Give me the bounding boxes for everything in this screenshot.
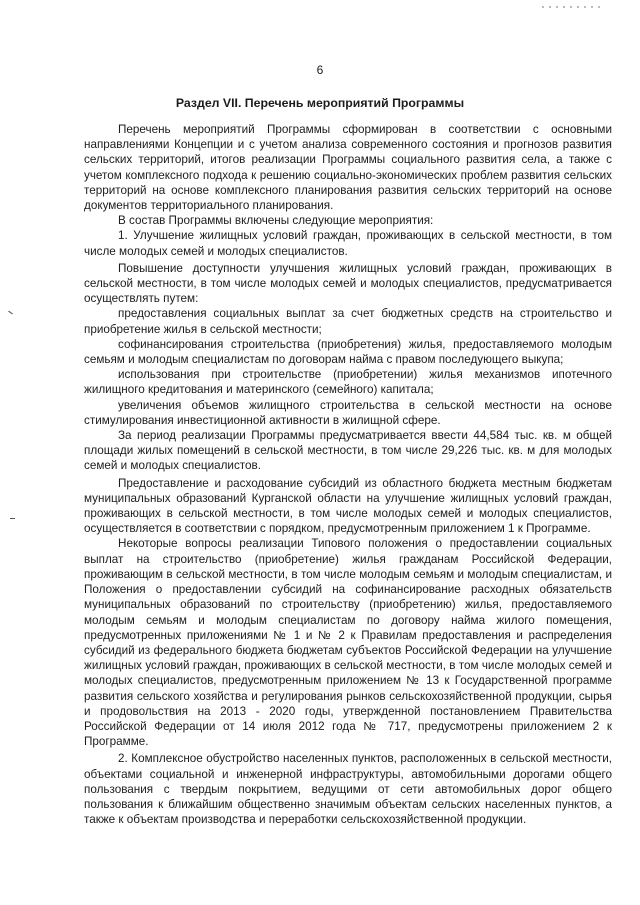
paragraph: В состав Программы включены следующие мероприятия:: [118, 214, 434, 228]
paragraph: 2. Комплексное обустройство населенных пунктов, расположенных в сельской местности, объектами социальной и инженерной инфраструктуры, автомобильными дорогами общего пользования с твердым покрытием, ведущими от сети автомобильных дорог общего пользования к ближайшим общественно значимым объектам сельских населенных пунктов, а также к объектам производства и переработки сельскохозяйственной продукции.: [84, 752, 612, 827]
paragraph: 1. Улучшение жилищных условий граждан, проживающих в сельской местности, в том числе молодых семей и молодых специалистов.: [84, 229, 612, 258]
paragraph: За период реализации Программы предусматривается ввести 44,584 тыс. кв. м общей площади жилых помещений в сельской местности, в том числе 29,226 тыс. кв. м для молодых семей и молодых специалистов.: [84, 429, 612, 473]
page-number: 6: [316, 63, 324, 77]
scan-artifact: [8, 311, 13, 315]
paragraph: использования при строительстве (приобретении) жилья механизмов ипотечного жилищного кредитования и материнского (семейного) капитала;: [84, 368, 612, 397]
paragraph: Перечень мероприятий Программы сформирован в соответствии с основными направлениями Концепции и с учетом анализа современного состояния и прогнозов развития сельских территорий, итогов реализации Программы социального развития села, а также с учетом комплексного подхода к решению социально-экономических проблем развития сельских территорий на основе комплексного планирования развития сельских территорий на основе документов территориального планирования.: [84, 123, 612, 213]
paragraph: Повышение доступности улучшения жилищных условий граждан, проживающих в сельской местности, в том числе молодых семей и молодых специалистов, предусматривается осуществлять путем:: [84, 261, 612, 306]
scan-artifact: [542, 6, 602, 8]
paragraph: предоставления социальных выплат за счет бюджетных средств на строительство и приобретение жилья в сельской местности;: [84, 307, 612, 336]
section-title: Раздел VII. Перечень мероприятий Программы: [175, 96, 465, 110]
paragraph: увеличения объемов жилищного строительства в сельской местности на основе стимулирования инвестиционной активности в жилищной сфере.: [84, 398, 612, 427]
paragraph: софинансирования строительства (приобретения) жилья, предоставляемого молодым семьям и молодым специалистам по договорам найма с правом последующего выкупа;: [84, 337, 612, 367]
paragraph: Предоставление и расходование субсидий из областного бюджета местным бюджетам муниципальных образований Курганской области на улучшение жилищных условий граждан, проживающих в сельской местности, в том числе молодых семей и молодых специалистов, осуществляется в соответствии с порядком, предусмотренным приложением 1 к Программе.: [84, 476, 612, 536]
paragraph: Некоторые вопросы реализации Типового положения о предоставлении социальных выплат на строительство (приобретение) жилья гражданам Российской Федерации, проживающим в сельской местности, в том числе молодым семьям и молодым специалистам, и Положения о предоставлении субсидий на софинансирование расходных обязательств муниципальных образований по строительству (приобретению) жилья, предоставляемого молодым семьям и молодым специалистам по договору найма жилого помещения, предусмотренных приложениями № 1 и № 2 к Правилам предоставления и распределения субсидий из федерального бюджета бюджетам субъектов Российской Федерации на улучшение жилищных условий граждан, проживающих в сельской местности, в том числе молодых семей и молодых специалистов, предусмотренным приложением № 13 к Государственной программе развития сельского хозяйства и регулирования рынков сельскохозяйственной продукции, сырья и продовольствия на 2013 - 2020 годы, утвержденной постановлением Правительства Российской Федерации от 14 июля 2012 года № 717, предусмотрены приложением 2 к Программе.: [84, 537, 612, 749]
document-body: [84, 122, 612, 827]
scan-artifact: [10, 518, 15, 519]
